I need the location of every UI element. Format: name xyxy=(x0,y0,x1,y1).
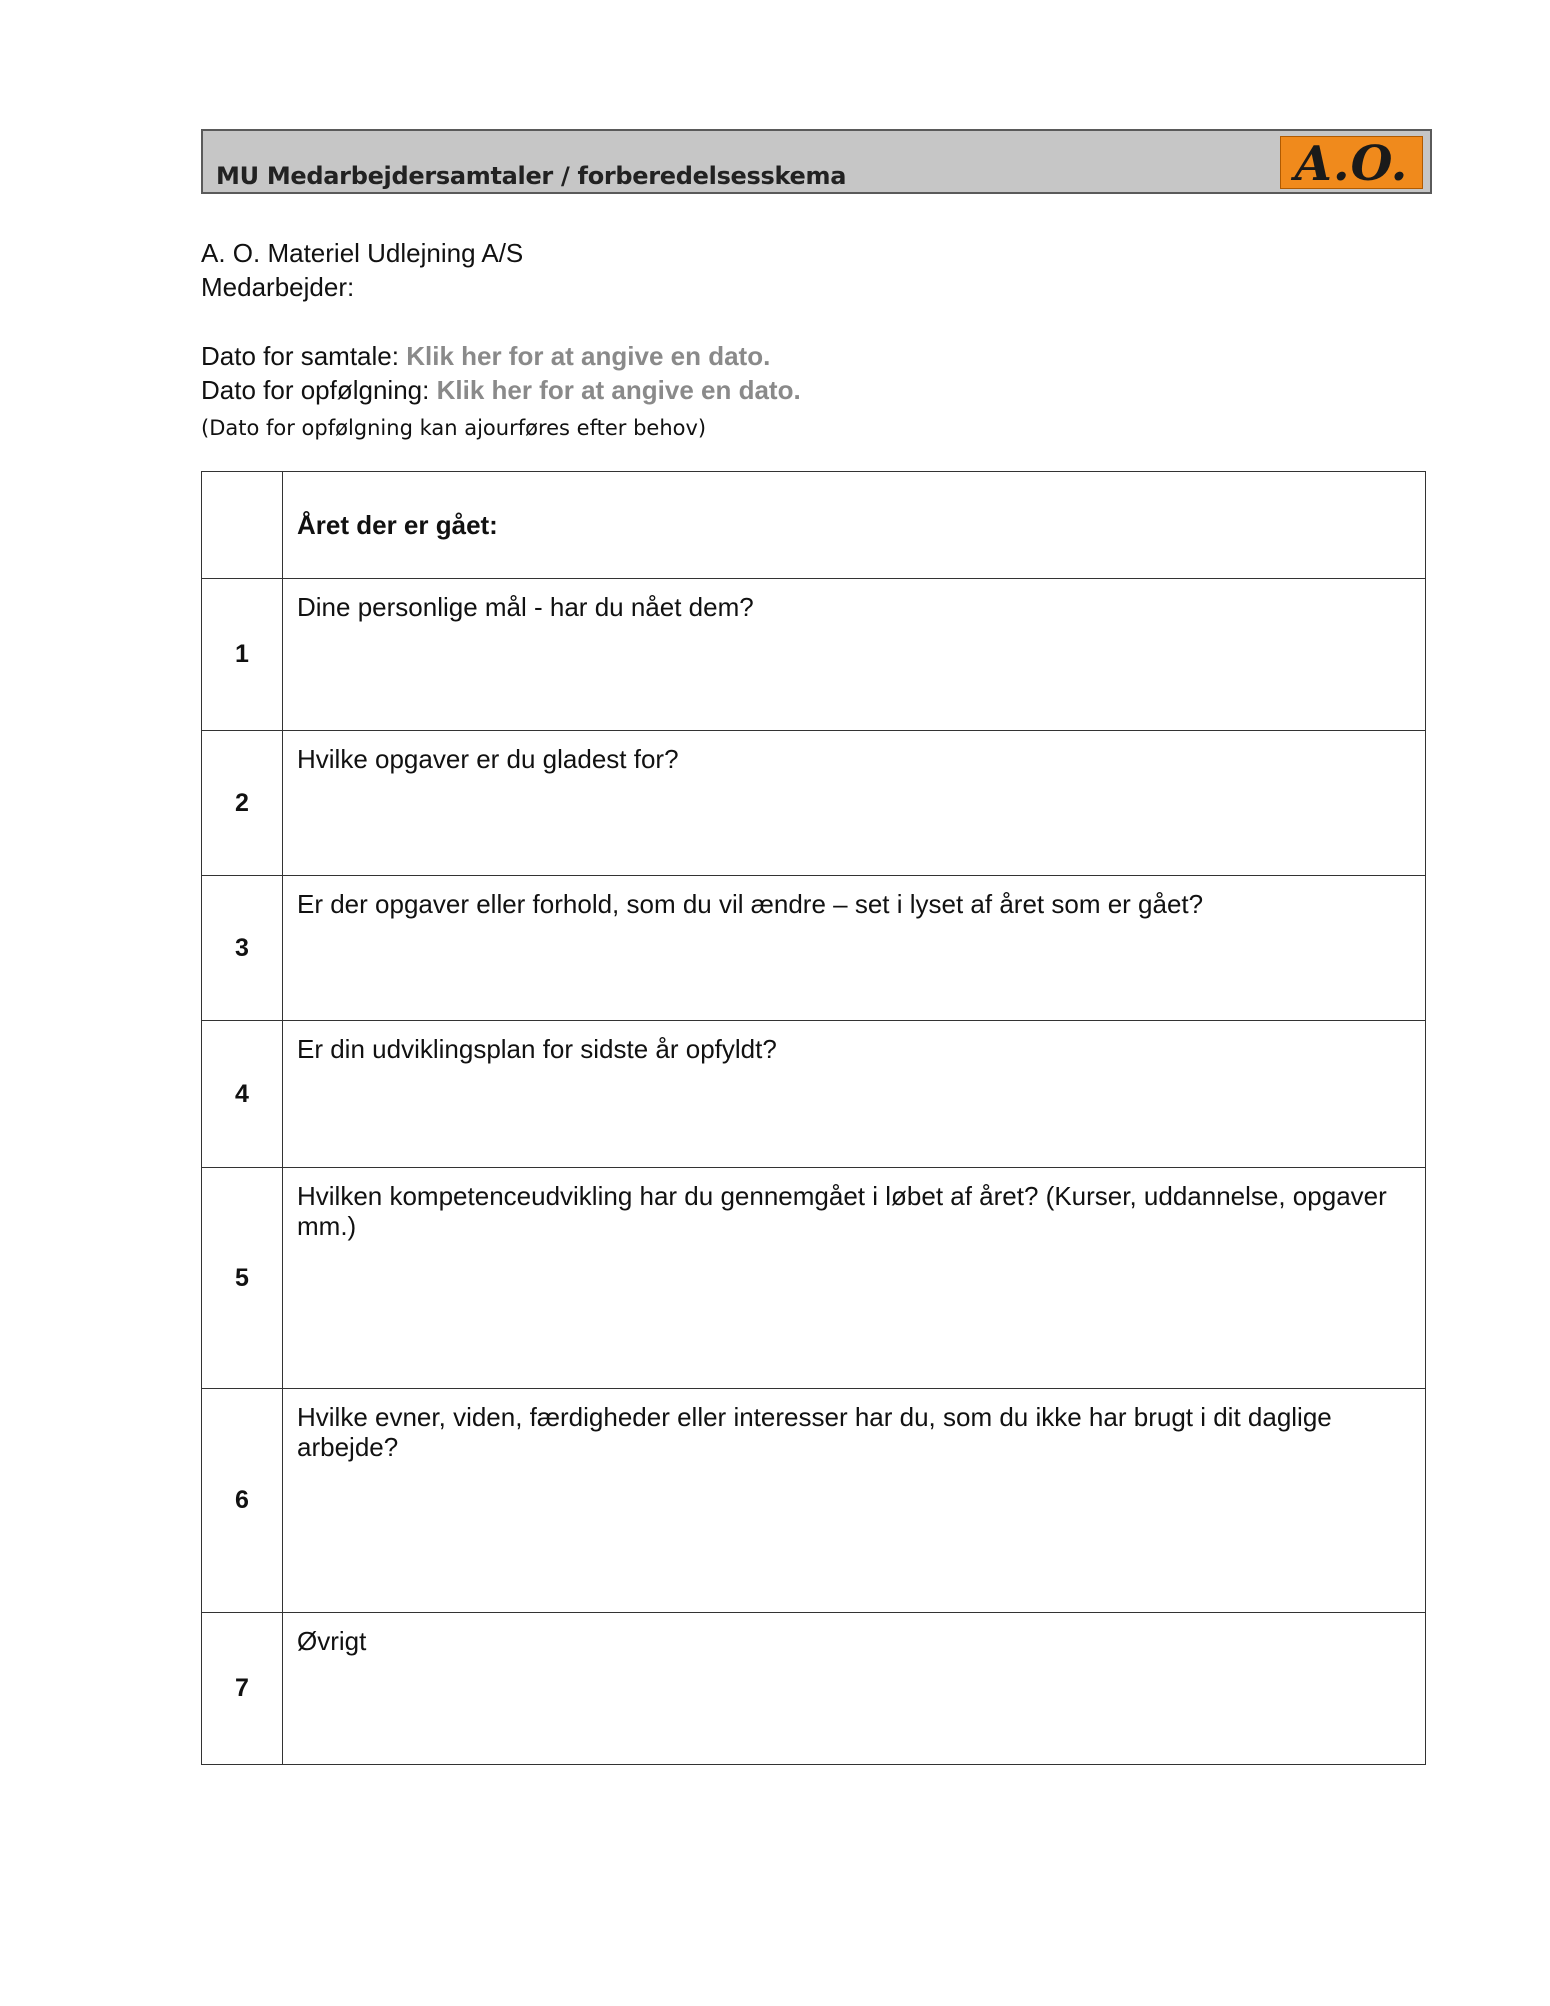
header-number-cell xyxy=(202,472,283,579)
row-question[interactable]: Er der opgaver eller forhold, som du vil ændre – set i lyset af året som er gået? xyxy=(283,876,1426,1021)
row-number: 7 xyxy=(202,1613,283,1765)
conversation-date-label: Dato for samtale: xyxy=(201,341,399,371)
conversation-date-row xyxy=(201,339,770,373)
table-header-text: Året der er gået: xyxy=(283,472,1426,579)
row-question[interactable]: Er din udviklingsplan for sidste år opfyldt? xyxy=(283,1021,1426,1168)
table-row xyxy=(202,1021,1426,1168)
conversation-date-field[interactable]: Klik her for at angive en dato. xyxy=(406,341,771,371)
table-row xyxy=(202,876,1426,1021)
followup-note: (Dato for opfølgning kan ajourføres efter behov) xyxy=(201,416,707,440)
row-question[interactable]: Hvilken kompetenceudvikling har du gennemgået i løbet af året? (Kurser, uddannelse, opgaver mm.) xyxy=(283,1168,1426,1389)
row-number: 3 xyxy=(202,876,283,1021)
logo-text: A.O. xyxy=(1294,135,1409,192)
employee-label: Medarbejder: xyxy=(201,272,355,302)
table-header-row xyxy=(202,472,1426,579)
company-name: A. O. Materiel Udlejning A/S xyxy=(201,238,524,268)
row-number: 1 xyxy=(202,579,283,731)
document-title: MU Medarbejdersamtaler / forberedelsesskema xyxy=(216,162,847,190)
document-header xyxy=(201,129,1432,194)
row-number: 2 xyxy=(202,731,283,876)
row-question[interactable]: Dine personlige mål - har du nået dem? xyxy=(283,579,1426,731)
table-row xyxy=(202,1168,1426,1389)
table-row xyxy=(202,1613,1426,1765)
row-question[interactable]: Øvrigt xyxy=(283,1613,1426,1765)
followup-date-label: Dato for opfølgning: xyxy=(201,375,430,405)
table-row xyxy=(202,579,1426,731)
table-row xyxy=(202,1389,1426,1613)
row-number: 6 xyxy=(202,1389,283,1613)
row-number: 5 xyxy=(202,1168,283,1389)
row-question[interactable]: Hvilke opgaver er du gladest for? xyxy=(283,731,1426,876)
questions-table xyxy=(201,471,1426,1765)
table-row xyxy=(202,731,1426,876)
row-number: 4 xyxy=(202,1021,283,1168)
company-logo xyxy=(1280,135,1423,192)
followup-date-row xyxy=(201,373,801,407)
followup-date-field[interactable]: Klik her for at angive en dato. xyxy=(436,375,801,405)
row-question[interactable]: Hvilke evner, viden, færdigheder eller interesser har du, som du ikke har brugt i dit daglige arbejde? xyxy=(283,1389,1426,1613)
